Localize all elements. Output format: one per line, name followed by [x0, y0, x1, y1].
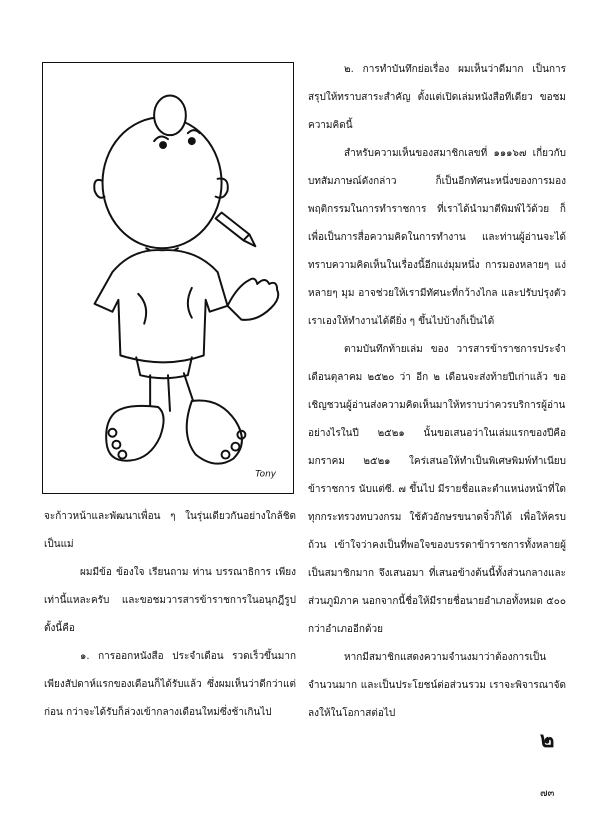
- section-number: ๒: [540, 728, 555, 753]
- page-number: ๗๓: [540, 788, 555, 799]
- cartoon-drawing: [43, 63, 293, 493]
- cartoon-nose: [154, 95, 186, 135]
- right-paragraph: หากมีสมาชิกแสดงความจำนงมาว่าต้องการเป็นจำนวนมาก และเป็นประโยชน์ต่อส่วนรวม เราจะพิจารณาจัดลงให้ในโอกาสต่อไป: [308, 652, 566, 719]
- cartoon-signature: Tony: [255, 469, 277, 480]
- cartoon-hand: [228, 279, 279, 320]
- right-text-column: [308, 56, 566, 728]
- right-paragraph: ๒. การทำบันทึกย่อเรื่อง ผมเห็นว่าดีมาก เป็นการสรุปให้ทราบสาระสำคัญ ตั้งแต่เปิดเล่มหนังสือทีเดียว ขอชมความคิดนี้: [308, 64, 566, 131]
- left-paragraph: ๑. การออกหนังสือ ประจำเดือน รวดเร็วขึ้นมาก เพียงสัปดาห์แรกของเดือนก็ได้รับแล้ว ซึ่งผมเห็นว่าดีกว่าแต่ก่อน กว่าจะได้รับก็ล่วงเข้ากลางเดือนใหม่ซึ่งช้าเกินไป: [44, 651, 296, 718]
- cartoon-left-foot: [106, 406, 163, 461]
- right-paragraph: สำหรับความเห็นของสมาชิกเลขที่ ๑๑๑๖๗ เกี่ยวกับบทสัมภาษณ์ดังกล่าว ก็เป็นอีกทัศนะหนึ่งของการมองพฤติกรรมในการทำราชการ ที่เราได้นำมาตีพิมพ์ไว้ด้วย ก็เพื่อเป็นการสื่อความคิดในการทำงาน และท่านผู้อ่านจะได้ทราบความคิดเห็นในเรื่องนี้อีกแง่มุมหนึ่ง การมองหลายๆ แง่ หลายๆ มุม อาจช่วยให้เรามีทัศนะที่กว้างไกล และปรับปรุงตัวเราเองให้ทำงานได้ดียิ่ง ๆ ขึ้นไปบ้างก็เป็นได้: [308, 148, 566, 327]
- cartoon-shirt: [95, 250, 228, 362]
- cartoon-illustration: [42, 62, 294, 494]
- cartoon-right-foot: [187, 400, 242, 463]
- left-paragraph: จะก้าวหน้าและพัฒนาเพื่อน ๆ ในรุ่นเดียวกันอย่างใกล้ชิดเป็นแม่: [44, 511, 296, 550]
- left-paragraph: ผมมีข้อ ข้องใจ เรียนถาม ท่าน บรรณาธิการ เพียงเท่านี้แหละครับ และขอชมวารสารข้าราชการในอนุกฎีรูปตั้งนี้คือ: [44, 567, 296, 634]
- right-paragraph: ตามบันทึกท้ายเล่ม ของ วารสารข้าราชการประจำเดือนตุลาคม ๒๕๒๐ ว่า อีก ๒ เดือนจะส่งท้ายปีเก่าแล้ว ขอเชิญชวนผู้อ่านส่งความคิดเห็นมาให้ทราบว่าควรบริการผู้อ่านอย่างไรในปี ๒๕๒๑ นั้นขอเสนอว่าในเล่มแรกของปีคือมกราคม ๒๕๒๑ ใคร่เสนอให้ทำเป็นพิเศษพิมพ์ทำเนียบข้าราชการ นับแต่ซี. ๗ ขึ้นไป มีรายชื่อและตำแหน่งหน้าที่ใด ทุกกระทรวงทบวงกรม ใช้ตัวอักษรขนาดจิ๋วก็ได้ เพื่อให้ครบถ้วน เข้าใจว่าคงเป็นที่พอใจของบรรดาข้าราชการทั้งหลายผู้เป็นสมาชิกมาก จึงเสนอมา ที่เสนอข้างต้นนี้ทั้งส่วนกลางและส่วนภูมิภาค นอกจากนี้ชื่อให้มีรายชื่อนายอำเภอทั้งหมด ๕๐๐ กว่าอำเภออีกด้วย: [308, 344, 566, 635]
- left-text-column: [44, 503, 296, 727]
